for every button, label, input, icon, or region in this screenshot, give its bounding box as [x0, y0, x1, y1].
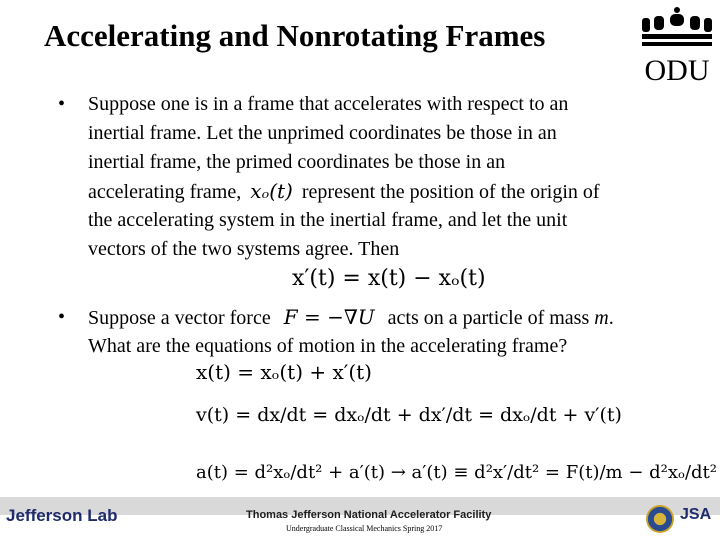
bullet-1-line-1: Suppose one is in a frame that accelerates with respect to an [88, 93, 569, 115]
bullet-1-line-2: inertial frame. Let the unprimed coordinates be those in an [88, 122, 557, 144]
bullet-1-line-4 [88, 177, 600, 206]
equation-position: x(t) = xₒ(t) + x′(t) [196, 360, 372, 384]
mass-symbol: m [594, 307, 609, 329]
bullet-1-line-3: inertial frame, the primed coordinates be those in an [88, 151, 506, 173]
bullet-2-line-1a: Suppose a vector force [88, 307, 271, 329]
doe-seal-icon [646, 505, 674, 533]
bullet-marker-2: • [58, 306, 66, 328]
bullet-2-line-1b: acts on a particle of mass [387, 307, 590, 329]
jsa-logo: JSA [680, 506, 712, 523]
force-gradient-math: F = −∇U [283, 305, 375, 329]
equation-velocity: v(t) = dx/dt = dxₒ/dt + dx′/dt = dxₒ/dt + v′(t) [196, 404, 622, 426]
bullet-1-line-4a: accelerating frame, [88, 181, 242, 203]
bullet-1-text [88, 90, 600, 264]
bullet-2-line-1 [88, 303, 614, 332]
footer-facility-name: Thomas Jefferson National Accelerator Facility [246, 509, 492, 521]
odu-logo [640, 4, 714, 82]
footer-course-text: Undergraduate Classical Mechanics Spring 2017 [286, 524, 443, 533]
svg-text:ODU: ODU [644, 54, 710, 82]
bullet-marker-1: • [58, 93, 66, 115]
bullet-1-line-4b: represent the position of the origin of [301, 181, 600, 203]
equation-acceleration: a(t) = d²xₒ/dt² + a′(t) → a′(t) ≡ d²x′/dt² = F(t)/m − d²xₒ/dt² [196, 462, 717, 483]
slide-title: Accelerating and Nonrotating Frames [44, 18, 546, 53]
equation-prime-coordinates: x′(t) = x(t) − xₒ(t) [292, 266, 486, 291]
origin-position-math: xₒ(t) [250, 179, 293, 203]
bullet-1-line-6: vectors of the two systems agree. Then [88, 238, 400, 260]
jefferson-lab-logo: Jefferson Lab [6, 506, 118, 525]
bullet-1-line-5: the accelerating system in the inertial frame, and let the unit [88, 209, 568, 231]
bullet-2-text [88, 303, 614, 361]
bullet-2-line-2: What are the equations of motion in the accelerating frame? [88, 335, 568, 357]
bullet-2-period: . [608, 307, 614, 329]
